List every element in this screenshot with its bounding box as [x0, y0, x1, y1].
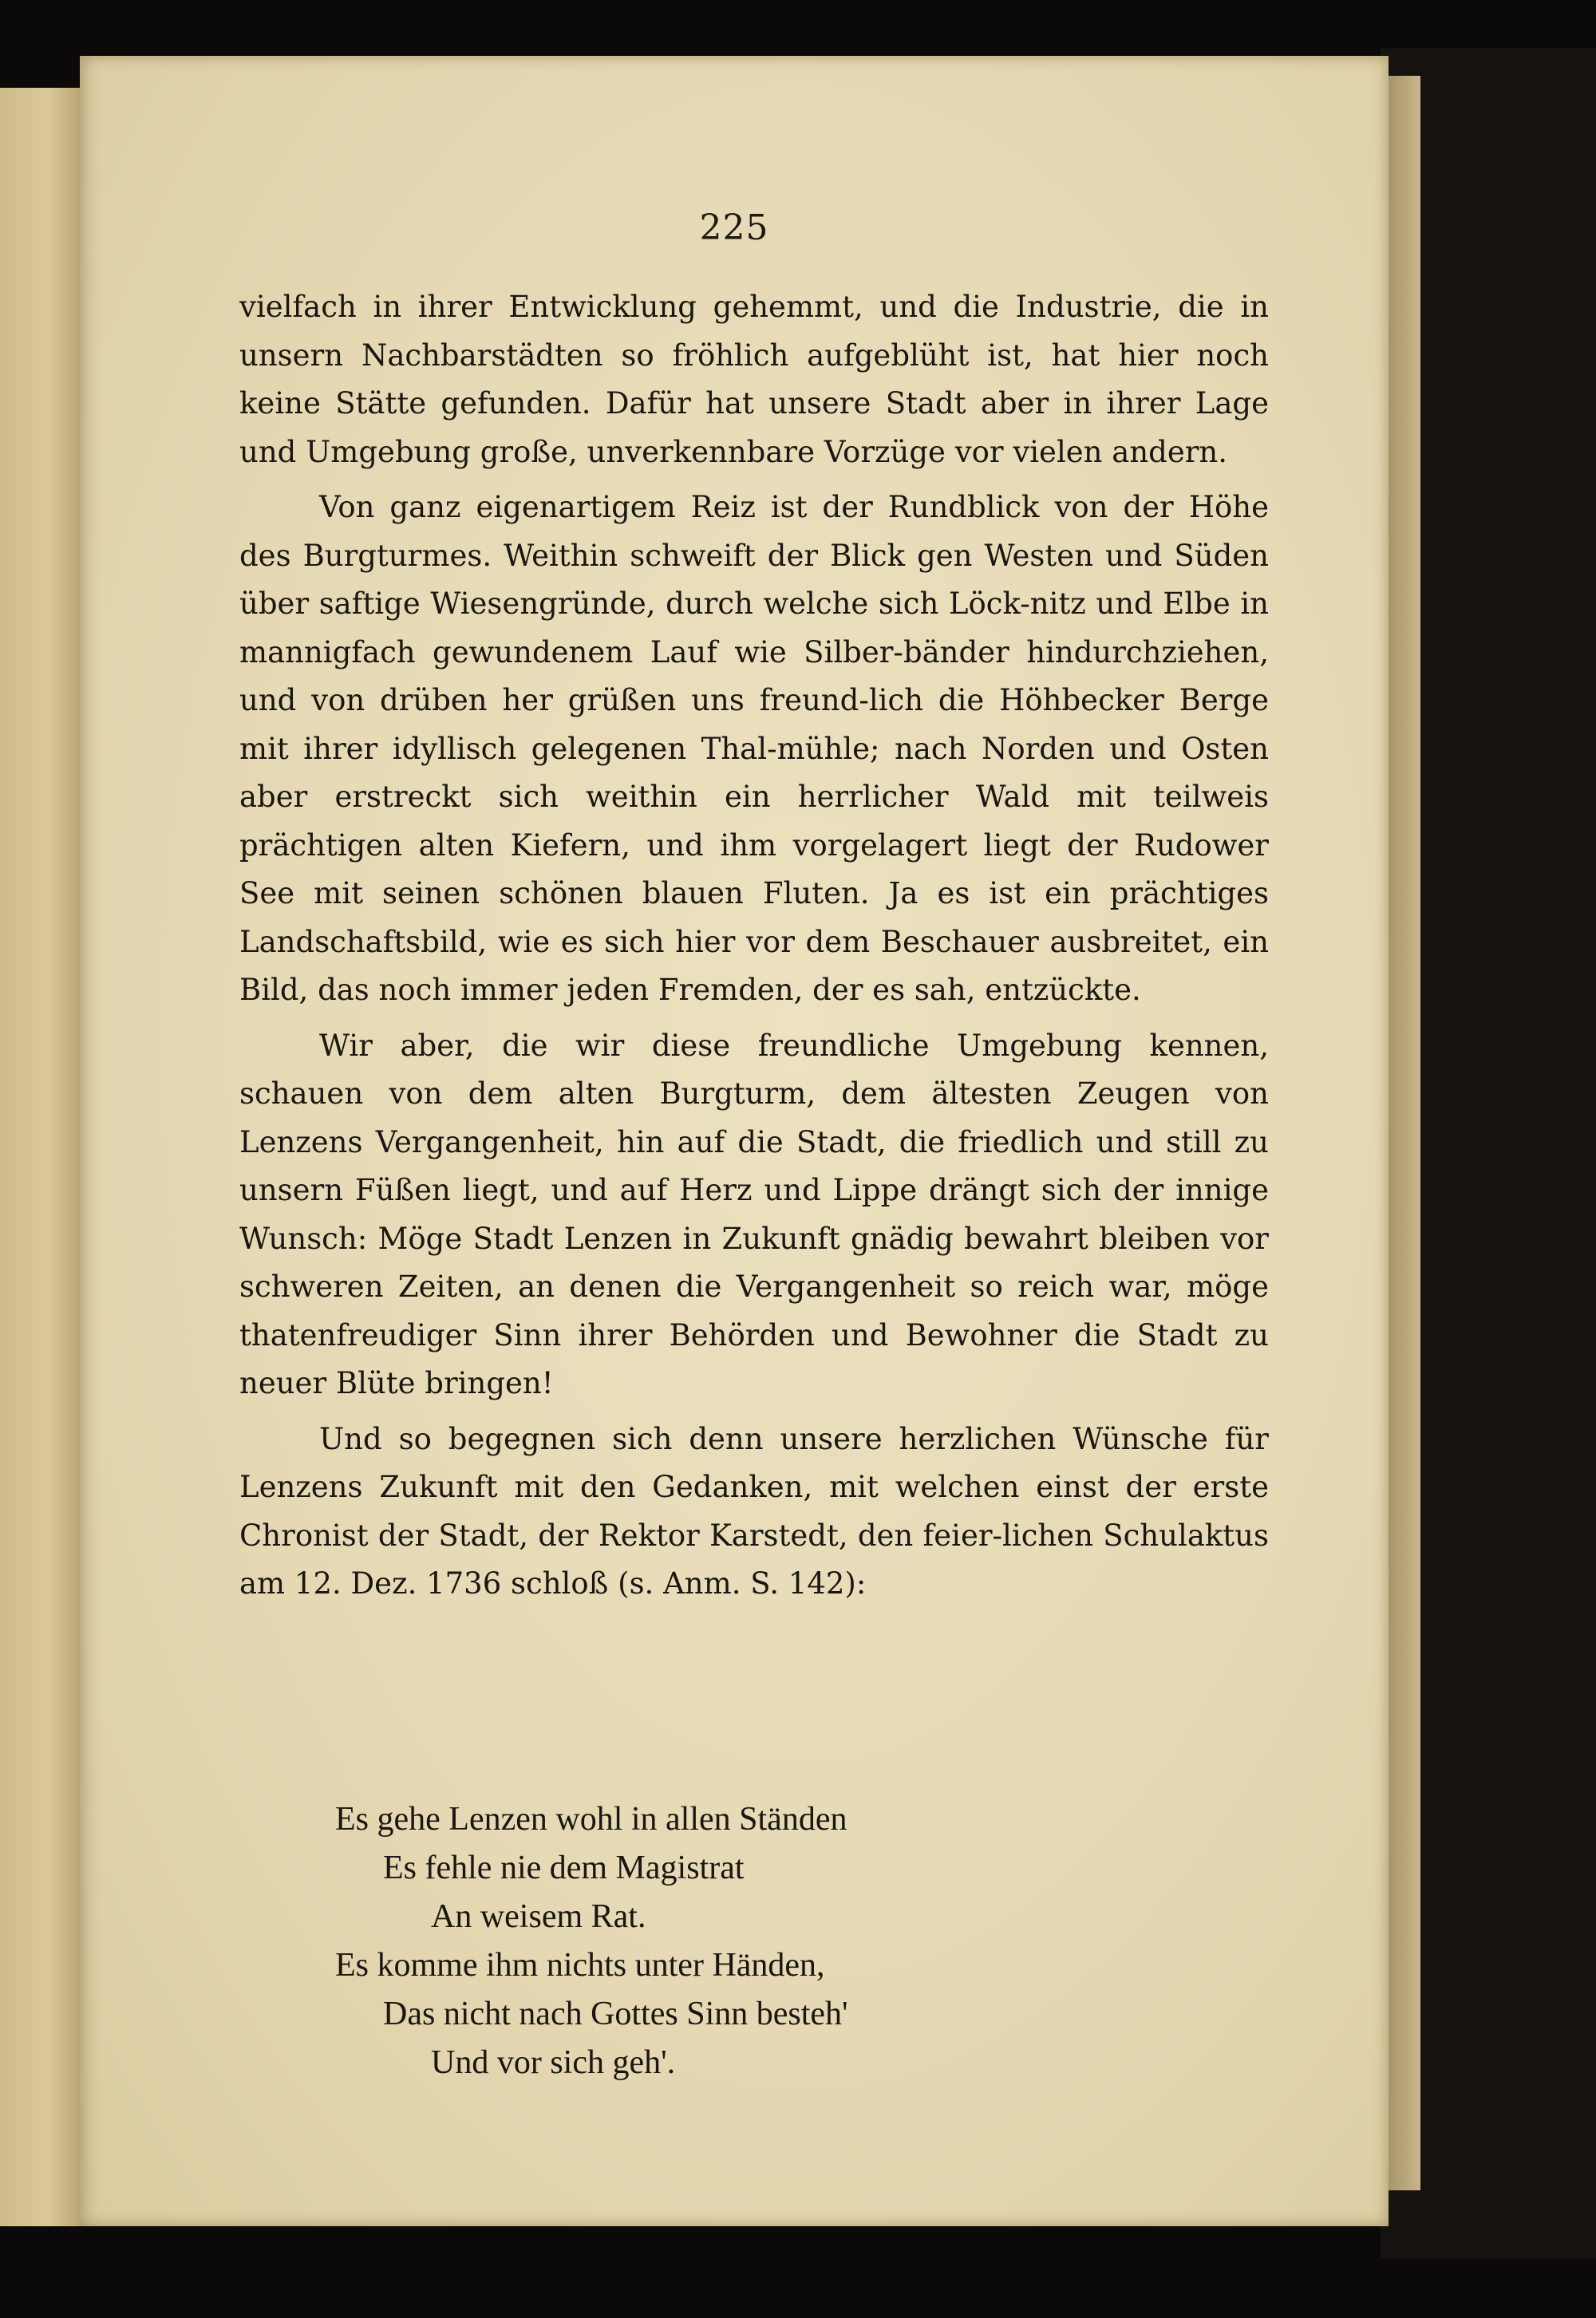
paragraph-2: Von ganz eigenartigem Reiz ist der Rundblick von der Höhe des Burgturmes. Weithin schweift der Blick gen Westen und Süden über saftige Wiesengründe, durch welche sich Löck-nitz und Elbe in mannigfach gewundenem Lauf wie Silber-bänder hindurchziehen, und von drüben her grüßen uns freund-lich die Höhbecker Berge mit ihrer idyllisch gelegenen Thal-mühle; nach Norden und Osten aber erstreckt sich weithin ein herrlicher Wald mit teilweis prächtigen alten Kiefern, und ihm vorgelagert liegt der Rudower See mit seinen schönen blauen Fluten. Ja es ist ein prächtiges Landschaftsbild, wie es sich hier vor dem Beschauer ausbreitet, ein Bild, das noch immer jeden Fremden, der es sah, entzückte.	[239, 490, 1269, 1007]
body-text	[239, 283, 1269, 1609]
poem-line-1: Es gehe Lenzen wohl in allen Ständen	[335, 1801, 847, 1838]
poem	[335, 1795, 1213, 2087]
poem-line-2: Es fehle nie dem Magistrat	[383, 1850, 745, 1886]
poem-line-4: Es komme ihm nichts unter Händen,	[335, 1947, 825, 1984]
book-page	[80, 56, 1389, 2226]
paragraph-4: Und so begegnen sich denn unsere herzlichen Wünsche für Lenzens Zukunft mit den Gedanken, mit welchen einst der erste Chronist der Stadt, der Rektor Karstedt, den feier-lichen Schulaktus am 12. Dez. 1736 schloß (s. Anm. S. 142):	[239, 1421, 1269, 1601]
poem-line-5: Das nicht nach Gottes Sinn besteh'	[383, 1996, 848, 2032]
paragraph-3: Wir aber, die wir diese freundliche Umgebung kennen, schauen von dem alten Burgturm, dem ältesten Zeugen von Lenzens Vergangenheit, hin auf die Stadt, die friedlich und still zu unsern Füßen liegt, und auf Herz und Lippe drängt sich der innige Wunsch: Möge Stadt Lenzen in Zukunft gnädig bewahrt bleiben vor schweren Zeiten, an denen die Vergangenheit so reich war, möge thatenfreudiger Sinn ihrer Behörden und Bewohner die Stadt zu neuer Blüte bringen!	[239, 1028, 1269, 1400]
page-stack-edge	[1389, 76, 1420, 2190]
paragraph-1: vielfach in ihrer Entwicklung gehemmt, und die Industrie, die in unsern Nachbarstädten so fröhlich aufgeblüht ist, hat hier noch keine Stätte gefunden. Dafür hat unsere Stadt aber in ihrer Lage und Umgebung große, unverkennbare Vorzüge vor vielen andern.	[239, 290, 1269, 469]
poem-line-3: An weisem Rat.	[431, 1898, 646, 1935]
page-number: 225	[699, 207, 769, 248]
poem-line-6: Und vor sich geh'.	[431, 2044, 676, 2081]
previous-page-edge	[0, 88, 81, 2226]
